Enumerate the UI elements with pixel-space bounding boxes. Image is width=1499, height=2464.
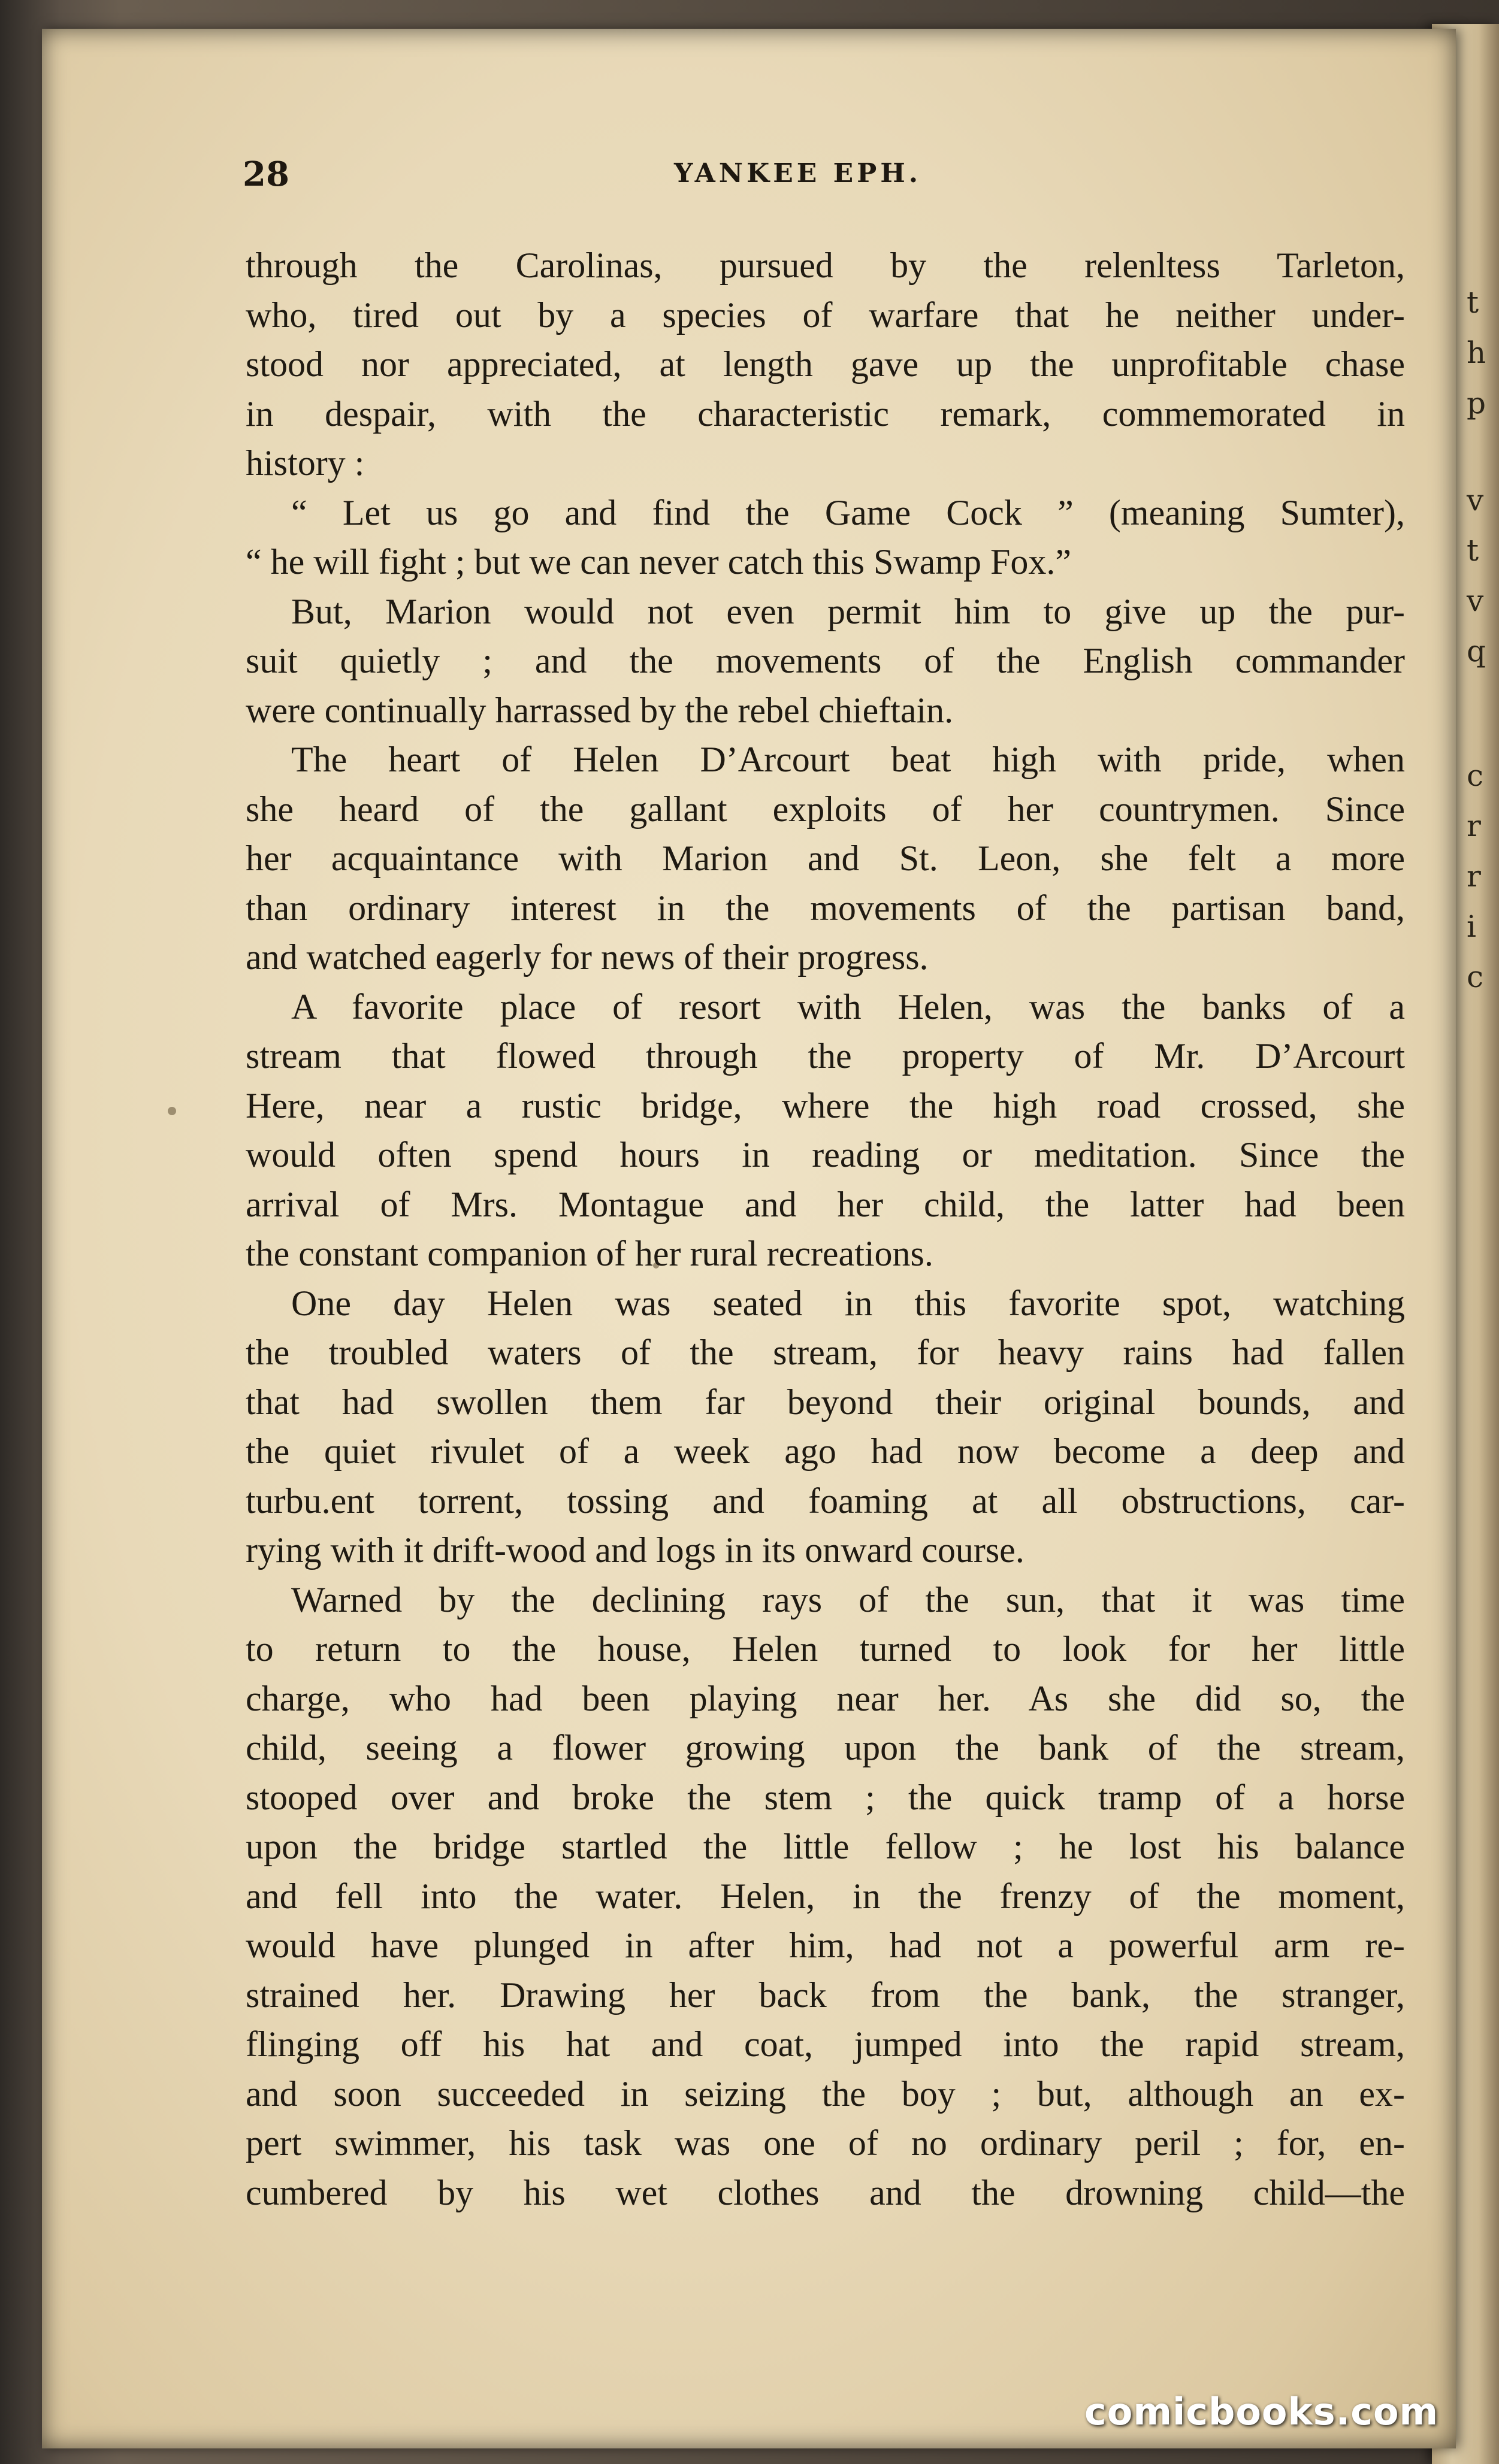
text-line: stream that flowed through the property of Mr. D’Arcourt: [246, 1036, 1405, 1076]
paper-speck: [168, 1107, 176, 1115]
facing-page-letter: q: [1467, 634, 1486, 668]
text-line: child, seeing a flower growing upon the bank of the stream,: [246, 1728, 1405, 1767]
text-line: the quiet rivulet of a week ago had now become a deep and: [246, 1431, 1405, 1471]
text-line: through the Carolinas, pursued by the relenltess Tarleton,: [246, 246, 1405, 285]
text-line: “ Let us go and find the Game Cock ” (meaning Sumter),: [291, 492, 1405, 532]
text-line: and watched eagerly for news of their progress.: [246, 937, 929, 977]
text-line: who, tired out by a species of warfare that he neither under-: [246, 295, 1405, 335]
text-line: rying with it drift-wood and logs in its onward course.: [246, 1530, 1024, 1570]
page-header: [243, 155, 1405, 208]
body-text: [246, 241, 1405, 2217]
text-line: cumbered by his wet clothes and the drowning child—the: [246, 2172, 1405, 2212]
text-line: in despair, with the characteristic remark, commemorated in: [246, 393, 1405, 434]
text-line: that had swollen them far beyond their original bounds, and: [246, 1382, 1405, 1422]
text-line: the constant companion of her rural recreations.: [246, 1234, 933, 1273]
text-line: “ he will fight ; but we can never catch this Swamp Fox.”: [246, 542, 1071, 582]
facing-page-letter: i: [1467, 909, 1476, 944]
text-line: and fell into the water. Helen, in the frenzy of the moment,: [246, 1876, 1405, 1916]
text-line: would often spend hours in reading or meditation. Since the: [246, 1135, 1405, 1175]
facing-page-letter: p: [1467, 386, 1486, 420]
text-line: Warned by the declining rays of the sun, that it was time: [291, 1579, 1405, 1620]
text-line: Here, near a rustic bridge, where the high road crossed, she: [246, 1085, 1405, 1125]
text-line: she heard of the gallant exploits of her countrymen. Since: [246, 789, 1405, 829]
text-line: But, Marion would not even permit him to give up the pur-: [291, 591, 1405, 631]
text-line: the troubled waters of the stream, for heavy rains had fallen: [246, 1333, 1405, 1372]
text-line: turbu.ent torrent, tossing and foaming at all obstructions, car-: [246, 1481, 1405, 1521]
text-line: stooped over and broke the stem ; the quick tramp of a horse: [246, 1777, 1405, 1817]
page-number: 28: [243, 155, 289, 194]
running-head: YANKEE EPH.: [674, 158, 922, 189]
text-line: than ordinary interest in the movements of the partisan band,: [246, 888, 1405, 928]
text-line: arrival of Mrs. Montague and her child, the latter had been: [246, 1184, 1405, 1224]
text-line: The heart of Helen D’Arcourt beat high with pride, when: [291, 740, 1405, 779]
text-line: her acquaintance with Marion and St. Leon, she felt a more: [246, 839, 1405, 878]
text-line: history :: [246, 443, 365, 483]
facing-page-letter: v: [1467, 583, 1484, 618]
text-line: stood nor appreciated, at length gave up the unprofitable chase: [246, 344, 1405, 384]
text-line: A favorite place of resort with Helen, was the banks of a: [291, 986, 1405, 1027]
text-line: pert swimmer, his task was one of no ordinary peril ; for, en-: [246, 2123, 1405, 2163]
text-line: One day Helen was seated in this favorite spot, watching: [291, 1283, 1405, 1323]
text-line: and soon succeeded in seizing the boy ; but, although an ex-: [246, 2073, 1405, 2114]
text-line: to return to the house, Helen turned to look for her little: [246, 1629, 1405, 1669]
facing-page-letter: t: [1467, 533, 1479, 568]
text-line: would have plunged in after him, had not a powerful arm re-: [246, 1926, 1405, 1965]
text-line: were continually harrassed by the rebel chieftain.: [246, 690, 954, 730]
facing-page-letter: t: [1467, 285, 1479, 320]
text-line: strained her. Drawing her back from the bank, the stranger,: [246, 1975, 1405, 2015]
facing-page-letter: c: [1467, 959, 1484, 994]
facing-page-letter: h: [1467, 335, 1486, 370]
text-line: upon the bridge startled the little fellow ; he lost his balance: [246, 1827, 1405, 1866]
text-line: suit quietly ; and the movements of the English commander: [246, 641, 1405, 680]
facing-page-letter: r: [1467, 859, 1481, 894]
text-line: flinging off his hat and coat, jumped into the rapid stream,: [246, 2024, 1405, 2064]
facing-page-letter: r: [1467, 809, 1481, 843]
site-watermark: comicbooks.com: [1084, 2390, 1439, 2433]
facing-page-letter: v: [1467, 483, 1484, 517]
facing-page-letter: c: [1467, 758, 1484, 793]
text-line: charge, who had been playing near her. As she did so, the: [246, 1678, 1405, 1718]
